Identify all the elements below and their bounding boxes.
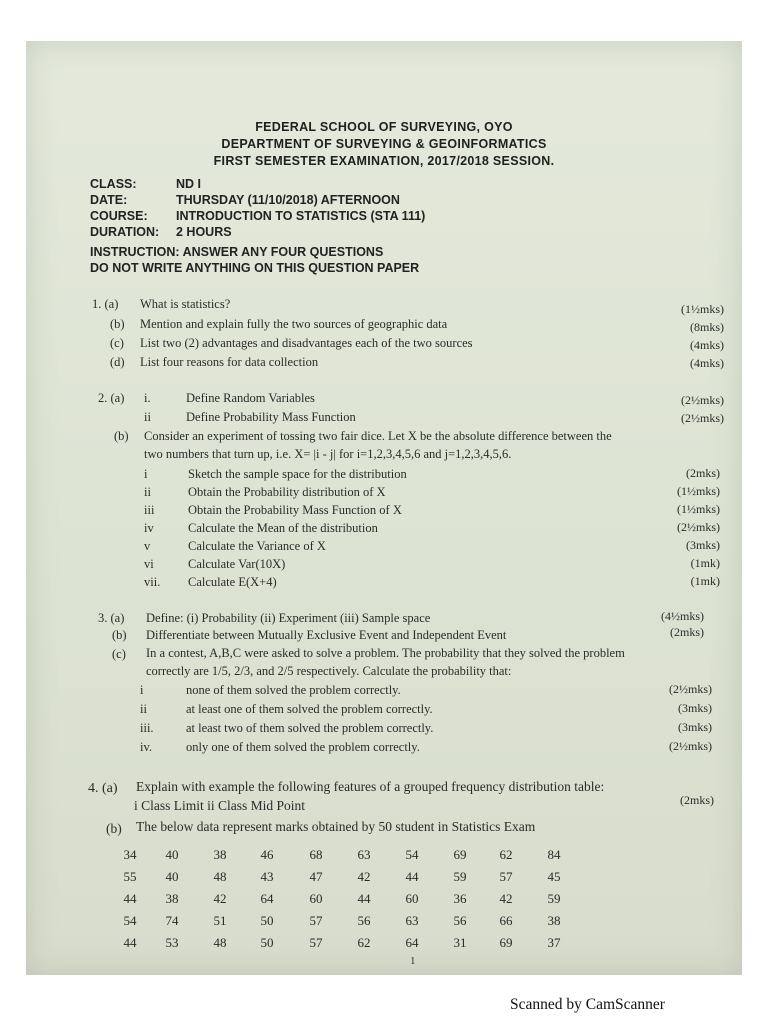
q1b-marks: (8mks) — [690, 320, 724, 334]
q2b-item-marks: (1mk) — [690, 556, 720, 570]
exam-paper — [26, 41, 742, 975]
data-cell: 59 — [547, 891, 561, 906]
data-cell: 57 — [499, 869, 513, 884]
q1c-text: List two (2) advantages and disadvantages each of the two sources — [140, 336, 473, 350]
q3b-number: (b) — [112, 628, 127, 642]
data-cell: 31 — [453, 935, 467, 950]
q4a-marks: (2mks) — [680, 793, 714, 807]
q3c-number: (c) — [112, 647, 126, 661]
q3c-line1: In a contest, A,B,C were asked to solve a problem. The probability that they solved the problem — [146, 646, 625, 660]
data-cell: 43 — [260, 869, 274, 884]
q3c-line2: correctly are 1/5, 2/3, and 2/5 respectively. Calculate the probability that: — [146, 664, 512, 678]
warning: DO NOT WRITE ANYTHING ON THIS QUESTION PAPER — [90, 261, 420, 275]
data-cell: 60 — [405, 891, 419, 906]
data-cell: 45 — [547, 869, 561, 884]
q2aii-text: Define Probability Mass Function — [186, 410, 356, 424]
data-cell: 62 — [357, 935, 371, 950]
meta-duration: DURATION: 2 HOURS — [90, 225, 232, 239]
q2b-item-text: Calculate Var(10X) — [188, 557, 286, 571]
q2a-number: 2. (a) — [98, 391, 125, 405]
q3b-text: Differentiate between Mutually Exclusive Event and Independent Event — [146, 628, 507, 642]
meta-date: DATE: THURSDAY (11/10/2018) AFTERNOON — [90, 193, 400, 207]
data-cell: 44 — [357, 891, 371, 906]
data-cell: 53 — [165, 935, 179, 950]
q2b-line2: two numbers that turn up, i.e. X= |i - j| for i=1,2,3,4,5,6 and j=1,2,3,4,5,6. — [144, 447, 512, 461]
q4b-number: (b) — [106, 821, 122, 836]
q4a-text: Explain with example the following features of a grouped frequency distribution table: — [136, 779, 605, 794]
q1d-text: List four reasons for data collection — [140, 355, 319, 369]
q2b-item-text: Obtain the Probability distribution of X — [188, 485, 386, 499]
q1c-number: (c) — [110, 336, 124, 350]
data-cell: 40 — [165, 847, 179, 862]
q3c-item-number: ii — [140, 702, 147, 716]
q2b-item-number: ii — [144, 485, 151, 499]
scanner-watermark: Scanned by CamScanner — [510, 996, 665, 1013]
data-cell: 50 — [260, 935, 274, 950]
q1b-text: Mention and explain fully the two sources of geographic data — [140, 317, 448, 331]
data-cell: 38 — [213, 847, 227, 862]
data-cell: 48 — [213, 869, 227, 884]
q2b-number: (b) — [114, 429, 129, 443]
q3a-number: 3. (a) — [98, 611, 125, 625]
data-cell: 47 — [309, 869, 323, 884]
q4b-text: The below data represent marks obtained by 50 student in Statistics Exam — [136, 819, 536, 834]
data-cell: 55 — [123, 869, 137, 884]
data-cell: 44 — [123, 891, 137, 906]
q2b-item-marks: (1mk) — [690, 574, 720, 588]
q2b-item-text: Calculate the Variance of X — [188, 539, 326, 553]
data-cell: 84 — [547, 847, 561, 862]
data-cell: 46 — [260, 847, 274, 862]
q2ai-number: i. — [144, 391, 151, 405]
data-cell: 56 — [357, 913, 371, 928]
q3c-item-marks: (3mks) — [678, 720, 712, 734]
q3a-text: Define: (i) Probability (ii) Experiment (iii) Sample space — [146, 611, 431, 625]
q2b-item-text: Calculate E(X+4) — [188, 575, 277, 589]
instruction: INSTRUCTION: ANSWER ANY FOUR QUESTIONS — [90, 245, 384, 259]
data-cell: 57 — [309, 935, 323, 950]
data-cell: 36 — [453, 891, 467, 906]
q1a-marks: (1½mks) — [681, 302, 724, 316]
q2b-item-number: i — [144, 467, 148, 481]
data-cell: 34 — [123, 847, 137, 862]
data-cell: 54 — [123, 913, 137, 928]
data-cell: 60 — [309, 891, 323, 906]
q3c-item-text: at least two of them solved the problem correctly. — [186, 721, 434, 735]
data-cell: 38 — [165, 891, 179, 906]
q2b-item-number: iii — [144, 503, 155, 517]
q2aii-marks: (2½mks) — [681, 411, 724, 425]
q2b-item-number: iv — [144, 521, 154, 535]
q2aii-number: ii — [144, 410, 151, 424]
meta-course: COURSE: INTRODUCTION TO STATISTICS (STA 111) — [90, 209, 426, 223]
q3c-item-number: iii. — [140, 721, 154, 735]
data-cell: 37 — [547, 935, 561, 950]
school-name: FEDERAL SCHOOL OF SURVEYING, OYO — [255, 120, 513, 134]
q3c-item-marks: (3mks) — [678, 701, 712, 715]
q3c-item-text: only one of them solved the problem correctly. — [186, 740, 420, 754]
q1c-marks: (4mks) — [690, 338, 724, 352]
data-cell: 69 — [453, 847, 467, 862]
q2b-item-text: Calculate the Mean of the distribution — [188, 521, 378, 535]
data-cell: 68 — [309, 847, 323, 862]
q3c-item-number: i — [140, 683, 144, 697]
data-cell: 74 — [165, 913, 179, 928]
q3c-item-text: at least one of them solved the problem correctly. — [186, 702, 433, 716]
data-cell: 38 — [547, 913, 561, 928]
q2b-item-number: vi — [144, 557, 154, 571]
data-cell: 56 — [453, 913, 467, 928]
q4a-number: 4. (a) — [88, 781, 118, 796]
data-cell: 64 — [260, 891, 274, 906]
data-cell: 69 — [499, 935, 513, 950]
data-cell: 44 — [405, 869, 419, 884]
data-cell: 64 — [405, 935, 419, 950]
q2b-item-marks: (1½mks) — [677, 502, 720, 516]
q3c-item-marks: (2½mks) — [669, 739, 712, 753]
q1a-text: What is statistics? — [140, 297, 231, 311]
q2b-item-text: Sketch the sample space for the distribution — [188, 467, 407, 481]
data-cell: 59 — [453, 869, 467, 884]
data-cell: 44 — [123, 935, 137, 950]
q2ai-text: Define Random Variables — [186, 391, 315, 405]
meta-class: CLASS: ND I — [90, 177, 201, 191]
q2b-item-number: vii. — [144, 575, 161, 589]
exam-session: FIRST SEMESTER EXAMINATION, 2017/2018 SESSION. — [213, 154, 555, 168]
page-number: 1 — [410, 955, 416, 967]
q2b-item-text: Obtain the Probability Mass Function of X — [188, 503, 402, 517]
q2b-line1: Consider an experiment of tossing two fair dice. Let X be the absolute difference between the — [144, 429, 612, 443]
q2b-item-number: v — [144, 539, 151, 553]
data-cell: 66 — [499, 913, 513, 928]
data-cell: 48 — [213, 935, 227, 950]
data-cell: 50 — [260, 913, 274, 928]
data-cell: 63 — [405, 913, 419, 928]
q1a-number: 1. (a) — [92, 297, 119, 311]
department-name: DEPARTMENT OF SURVEYING & GEOINFORMATICS — [221, 137, 547, 151]
q4a-sub: i Class Limit ii Class Mid Point — [134, 798, 306, 813]
q2b-item-marks: (1½mks) — [677, 484, 720, 498]
q3a-marks: (4½mks) — [661, 609, 704, 623]
q2b-item-marks: (3mks) — [686, 538, 720, 552]
data-cell: 42 — [213, 891, 227, 906]
data-cell: 54 — [405, 847, 419, 862]
q1b-number: (b) — [110, 317, 125, 331]
data-cell: 63 — [357, 847, 371, 862]
q3c-item-marks: (2½mks) — [669, 682, 712, 696]
q2ai-marks: (2½mks) — [681, 393, 724, 407]
q3c-item-text: none of them solved the problem correctly. — [186, 683, 401, 697]
q1d-number: (d) — [110, 355, 125, 369]
data-cell: 57 — [309, 913, 323, 928]
q3c-item-number: iv. — [140, 740, 153, 754]
data-cell: 40 — [165, 869, 179, 884]
data-cell: 42 — [357, 869, 371, 884]
data-cell: 62 — [499, 847, 513, 862]
q3b-marks: (2mks) — [670, 625, 704, 639]
q2b-item-marks: (2mks) — [686, 466, 720, 480]
q2b-item-marks: (2½mks) — [677, 520, 720, 534]
data-cell: 42 — [499, 891, 513, 906]
data-cell: 51 — [213, 913, 227, 928]
q1d-marks: (4mks) — [690, 356, 724, 370]
